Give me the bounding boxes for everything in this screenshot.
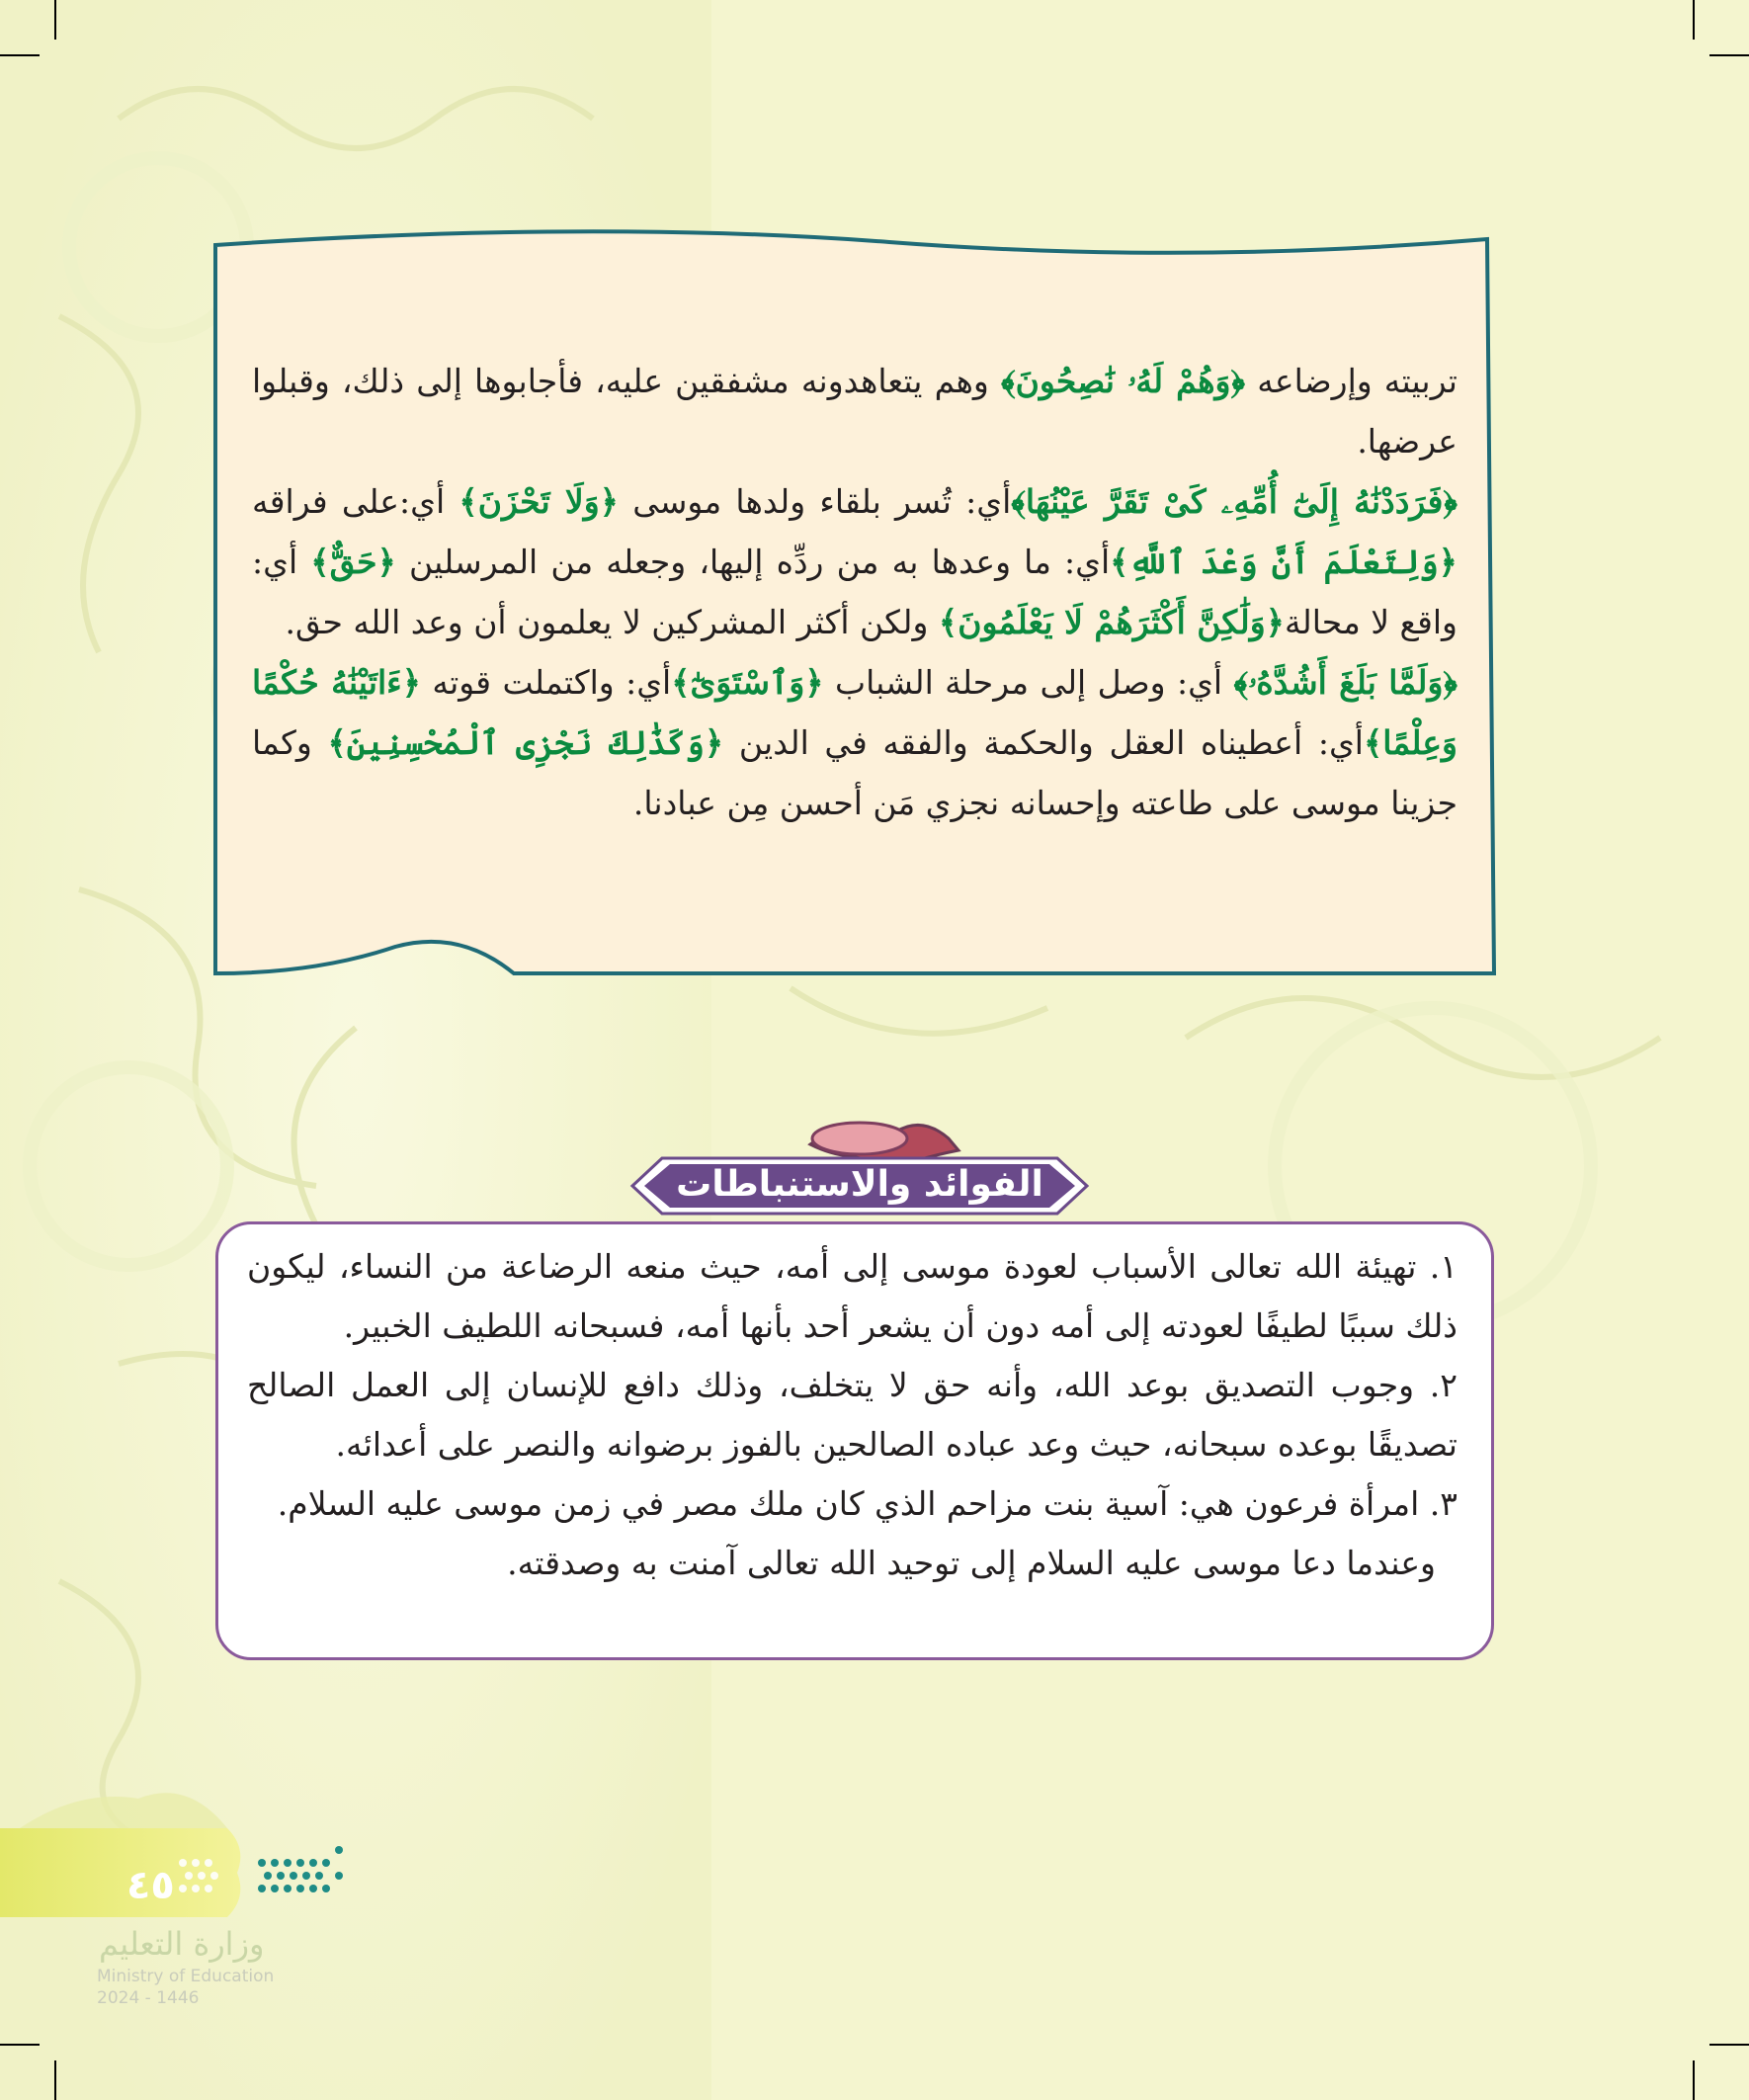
crop-mark — [54, 2060, 56, 2100]
benefit-item: وعندما دعا موسى عليه السلام إلى توحيد الله تعالى آمنت به وصدقته. — [507, 1544, 1436, 1582]
crop-mark — [0, 2044, 40, 2046]
tafsir-paragraph-2 — [252, 471, 1458, 652]
ministry-name-english: Ministry of Education — [97, 1967, 275, 1986]
benefit-item: ٢. وجوب التصديق بوعد الله، وأنه حق لا يتخلف، وذلك دافع للإنسان إلى العمل الصالح تصديقًا بوعده سبحانه، حيث وعد عباده الصالحين بالفوز برضوانه والنصر على أعدائه. — [247, 1366, 1458, 1464]
crop-mark — [54, 0, 56, 40]
quran-verse: ﴿وَلَمَّا بَلَغَ أَشُدَّهُۥ﴾ — [1233, 663, 1458, 702]
quran-verse: ﴿وَهُمْ لَهُۥ نَٰصِحُونَ﴾ — [1000, 362, 1246, 400]
benefit-item: ١. تهيئة الله تعالى الأسباب لعودة موسى إلى أمه، حيث منعه الرضاعة من النساء، ليكون ذلك سببًا لطيفًا لعودته إلى أمه دون أن يشعر أحد بأنها أمه، فسبحانه اللطيف الخبير. — [247, 1247, 1458, 1345]
tafsir-text: تربيته وإرضاعه — [1245, 362, 1458, 400]
quran-verse: ﴿فَرَدَدْنَٰهُ إِلَىٰٓ أُمِّهِۦ كَىْ تَقَرَّ عَيْنُهَا﴾ — [1011, 482, 1458, 521]
tafsir-paragraph-1 — [252, 351, 1458, 471]
section-title: الفوائد والاستنباطات — [676, 1164, 1043, 1205]
quran-verse: ﴿وَكَذَٰلِكَ نَجْزِى ٱلْمُحْسِنِينَ﴾ — [327, 723, 724, 762]
benefit-item: ٣. امرأة فرعون هي: آسية بنت مزاحم الذي كان ملك مصر في زمن موسى عليه السلام. — [277, 1484, 1458, 1523]
tafsir-text: أي: وصل إلى مرحلة الشباب — [823, 663, 1234, 702]
tafsir-paragraph-3 — [252, 652, 1458, 833]
quran-verse: ﴿وَٱسْتَوَىٰٓ﴾ — [671, 663, 824, 702]
tafsir-text: أي: أعطيناه العقل والحكمة والفقه في الدين — [723, 723, 1364, 762]
crop-mark — [1709, 54, 1749, 56]
quran-verse: ﴿ءَاتَيْنَٰهُ حُكْمًا وَعِلْمًا﴾ — [252, 663, 1458, 762]
tafsir-text: وكما جزينا موسى على طاعته وإحسانه نجزي مَن أحسن مِن عبادنا. — [252, 723, 1458, 822]
section-title-banner — [632, 1107, 1087, 1223]
tafsir-text: أي:على فراقه — [252, 482, 459, 521]
ministry-name-arabic: وزارة التعليم — [99, 1925, 265, 1963]
tafsir-text: وهم يتعاهدونه مشفقين عليه، فأجابوها إلى ذلك، وقبلوا عرضها. — [252, 362, 1458, 461]
edition-year: 2024 - 1446 — [97, 1988, 200, 2008]
page-number: ٤٥ — [126, 1863, 175, 1908]
tafsir-text: أي: ما وعدها به من ردِّه إليها، وجعله من المرسلين — [395, 543, 1111, 581]
quran-verse: ﴿وَلَا تَحْزَنَ﴾ — [458, 482, 619, 521]
benefits-list — [247, 1237, 1458, 1593]
tafsir-text: ولكن أكثر المشركين لا يعلمون أن وعد الله حق. — [285, 603, 939, 641]
crop-mark — [1709, 2044, 1749, 2046]
crop-mark — [0, 54, 40, 56]
quran-verse: ﴿وَلِتَعْلَمَ أَنَّ وَعْدَ ٱللَّهِ﴾ — [1110, 543, 1458, 581]
tafsir-box — [252, 351, 1458, 833]
tafsir-text: أي: واقع لا محالة — [252, 543, 1458, 641]
tafsir-text: أي: واكتملت قوته — [420, 663, 672, 702]
crop-mark — [1693, 2060, 1695, 2100]
quran-verse: ﴿حَقٌّ﴾ — [310, 543, 396, 581]
crop-mark — [1693, 0, 1695, 40]
tafsir-text: أي: تُسر بلقاء ولدها موسى — [619, 482, 1012, 521]
quran-verse: ﴿وَلَٰكِنَّ أَكْثَرَهُمْ لَا يَعْلَمُونَ﴾ — [938, 603, 1285, 641]
